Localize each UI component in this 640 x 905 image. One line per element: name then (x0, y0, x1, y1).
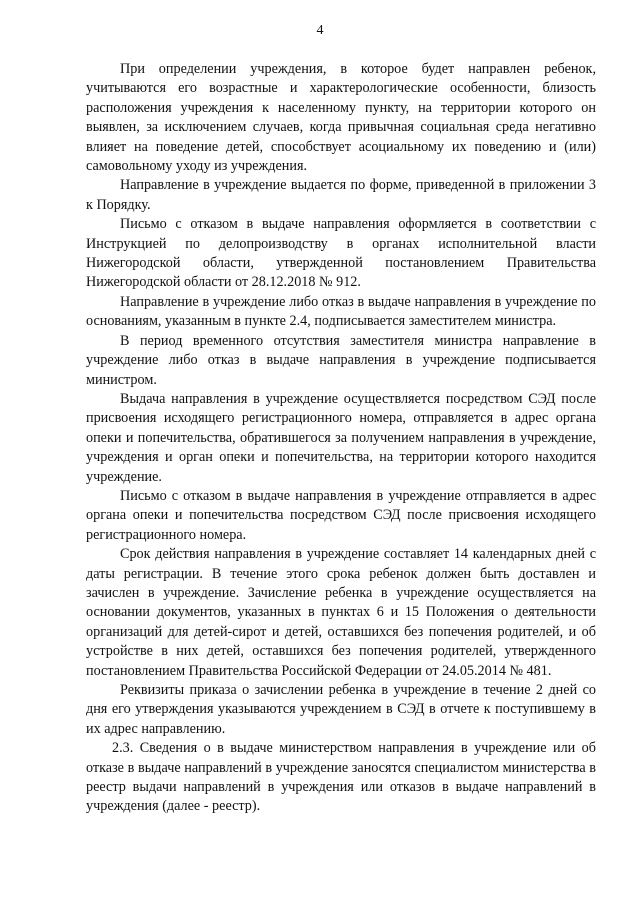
paragraph-institution-selection: При определении учреждения, в которое будет направлен ребенок, учитываются его возрастные и характерологические особенности, близость расположения учреждения к населенному пункту, на территории которого он выявлен, за исключением случаев, когда привычная социальная среда негативно влияет на поведение детей, способствует асоциальному их поведению и (или) самовольному уходу из учреждения. (86, 61, 596, 175)
paragraph-enrollment-order: Реквизиты приказа о зачислении ребенка в учреждение в течение 2 дней со дня его утверждения указываются учреждением в СЭД в отчете к поступившему в их адрес направлению. (86, 682, 596, 737)
paragraph-signing-deputy: Направление в учреждение либо отказ в выдаче направления в учреждение по основаниям, указанным в пункте 2.4, подписывается заместителем министра. (86, 293, 596, 330)
page-number: 4 (316, 23, 324, 38)
paragraph-section-2-3: 2.3. Сведения о в выдаче министерством направления в учреждение или об отказе в выдаче направлений в учреждение заносятся специалистом министерства в реестр выдачи направлений в учреждения или отказов в выдаче направлений в учреждения (далее - реестр). (86, 740, 596, 815)
document-body (86, 60, 596, 817)
paragraph-refusal-sending: Письмо с отказом в выдаче направления в учреждение отправляется в адрес органа опеки и попечительства посредством СЭД после присвоения исходящего регистрационного номера. (86, 487, 596, 543)
paragraph-signing-minister: В период временного отсутствия заместителя министра направление в учреждение либо отказ в выдаче направления в учреждение подписывается министром. (86, 332, 596, 388)
paragraph-issuance-sed: Выдача направления в учреждение осуществляется посредством СЭД после присвоения исходящего регистрационного номера, отправляется в адрес органа опеки и попечительства, обратившегося за получением направления в учреждение, учреждения и орган опеки и попечительства, на территории которого находится учреждение. (86, 390, 596, 485)
paragraph-validity-period: Срок действия направления в учреждение составляет 14 календарных дней с даты регистрации. В течение этого срока ребенок должен быть доставлен и зачислен в учреждение. Зачисление ребенка в учреждение осуществляется на основании документов, указанных в пунктах 6 и 15 Положения о деятельности организаций для детей-сирот и детей, оставшихся без попечения родителей, и об устройстве в них детей, оставшихся без попечения родителей, утвержденного постановлением Правительства Российской Федерации от 24.05.2014 № 481. (86, 546, 596, 679)
paragraph-referral-form: Направление в учреждение выдается по форме, приведенной в приложении 3 к Порядку. (86, 177, 596, 213)
paragraph-refusal-letter: Письмо с отказом в выдаче направления оформляется в соответствии с Инструкцией по делопроизводству в органах исполнительной власти Нижегородской области, утвержденной постановлением Правительства Нижегородской области от 28.12.2018 № 912. (86, 216, 596, 291)
